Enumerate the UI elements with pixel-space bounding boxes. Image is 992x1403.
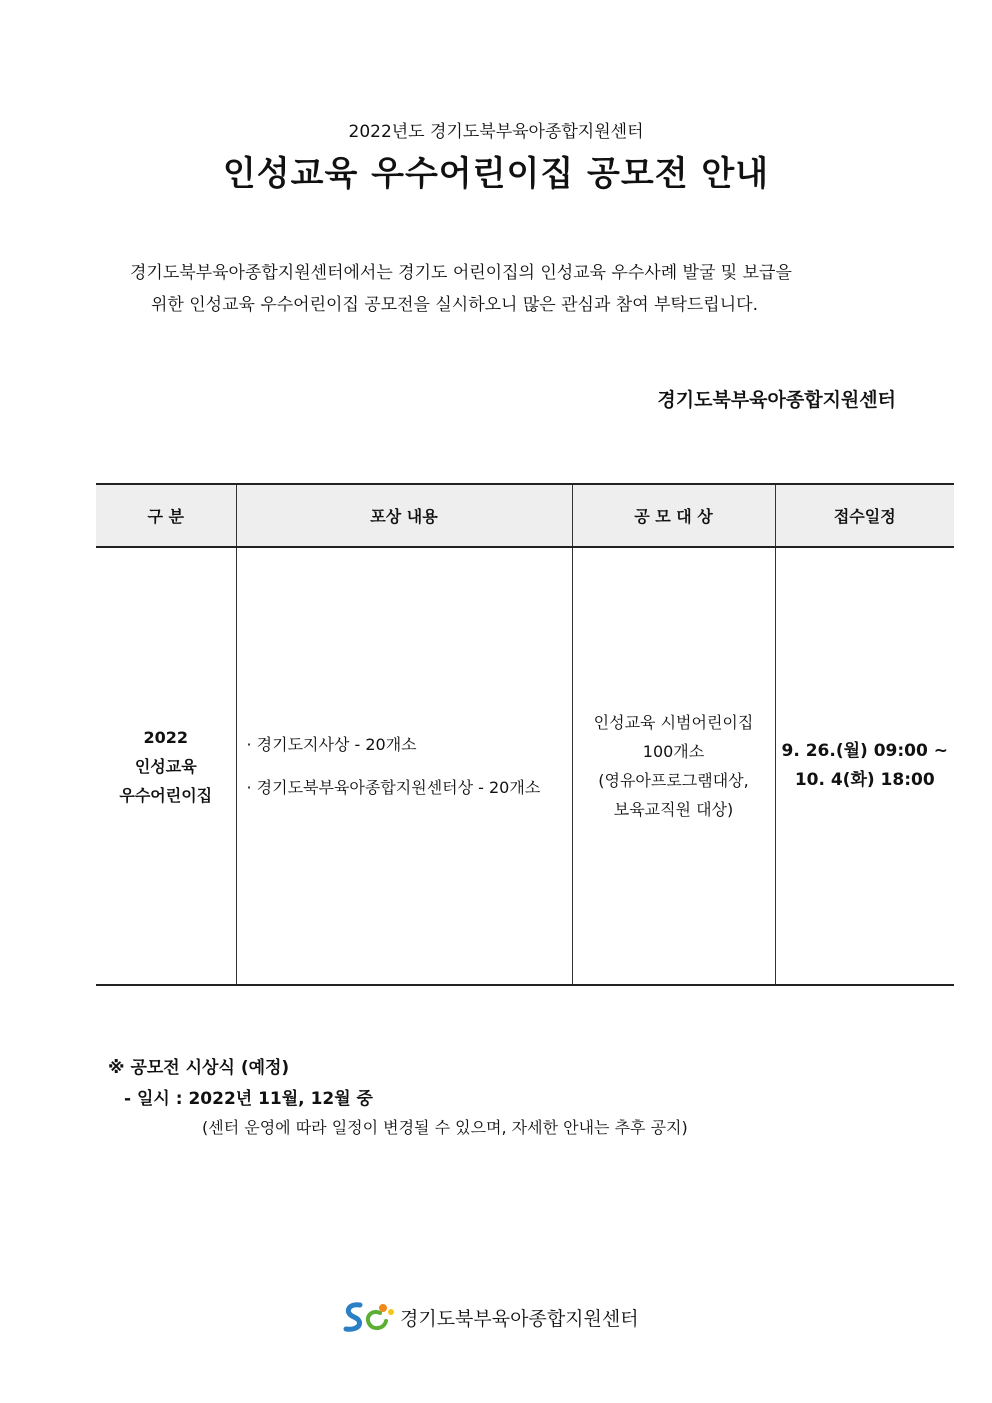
table-row <box>96 547 954 985</box>
logo-green-stroke <box>368 1312 386 1328</box>
intro-paragraph <box>110 257 910 321</box>
header-category: 구 분 <box>96 484 236 547</box>
header-schedule: 접수일정 <box>775 484 954 547</box>
note-parenthetical: (센터 운영에 따라 일정이 변경될 수 있으며, 자세한 안내는 추후 공지) <box>202 1118 688 1137</box>
center-logo-icon <box>340 1299 398 1335</box>
schedule-end: 10. 4(화) 18:00 <box>794 770 935 790</box>
header-prize: 포상 내용 <box>236 484 572 547</box>
page-subtitle: 2022년도 경기도북부육아종합지원센터 <box>348 122 644 142</box>
intro-line-2: 위한 인성교육 우수어린이집 공모전을 실시하오니 많은 관심과 참여 부탁드립니다. <box>151 295 758 315</box>
target-line-4: 보육교직원 대상) <box>613 800 734 819</box>
schedule-start: 9. 26.(월) 09:00 ~ <box>781 741 948 761</box>
target-line-2: 100개소 <box>642 742 705 761</box>
category-year: 2022 <box>143 727 189 747</box>
target-line-3: (영유아프로그램대상, <box>598 771 749 790</box>
category-line-3: 우수어린이집 <box>119 785 213 805</box>
table-header-row <box>96 484 954 547</box>
schedule-cell <box>775 547 954 985</box>
logo-orange-dot <box>379 1304 387 1312</box>
note-heading: ※ 공모전 시상식 (예정) <box>108 1058 290 1078</box>
intro-line-1: 경기도북부육아종합지원센터에서는 경기도 어린이집의 인성교육 우수사례 발굴 및 보급을 <box>130 263 792 283</box>
contest-table <box>96 483 954 986</box>
logo-yellow-dot <box>388 1309 394 1315</box>
page-title: 인성교육 우수어린이집 공모전 안내 <box>222 154 770 194</box>
category-cell <box>96 547 236 985</box>
footer-org-name: 경기도북부육아종합지원센터 <box>400 1307 639 1330</box>
prize-item-governor: · 경기도지사상 - 20개소 <box>246 735 417 754</box>
target-cell <box>572 547 775 985</box>
ceremony-note <box>108 1053 688 1138</box>
logo-blue-stroke <box>346 1305 360 1330</box>
header-target: 공 모 대 상 <box>572 484 775 547</box>
prize-cell <box>236 547 572 985</box>
category-line-2: 인성교육 <box>134 756 197 776</box>
target-line-1: 인성교육 시범어린이집 <box>593 713 754 732</box>
prize-item-center: · 경기도북부육아종합지원센터상 - 20개소 <box>246 778 541 797</box>
sender-name: 경기도북부육아종합지원센터 <box>657 389 896 411</box>
footer <box>340 1299 639 1335</box>
note-date: - 일시 : 2022년 11월, 12월 중 <box>124 1089 373 1109</box>
